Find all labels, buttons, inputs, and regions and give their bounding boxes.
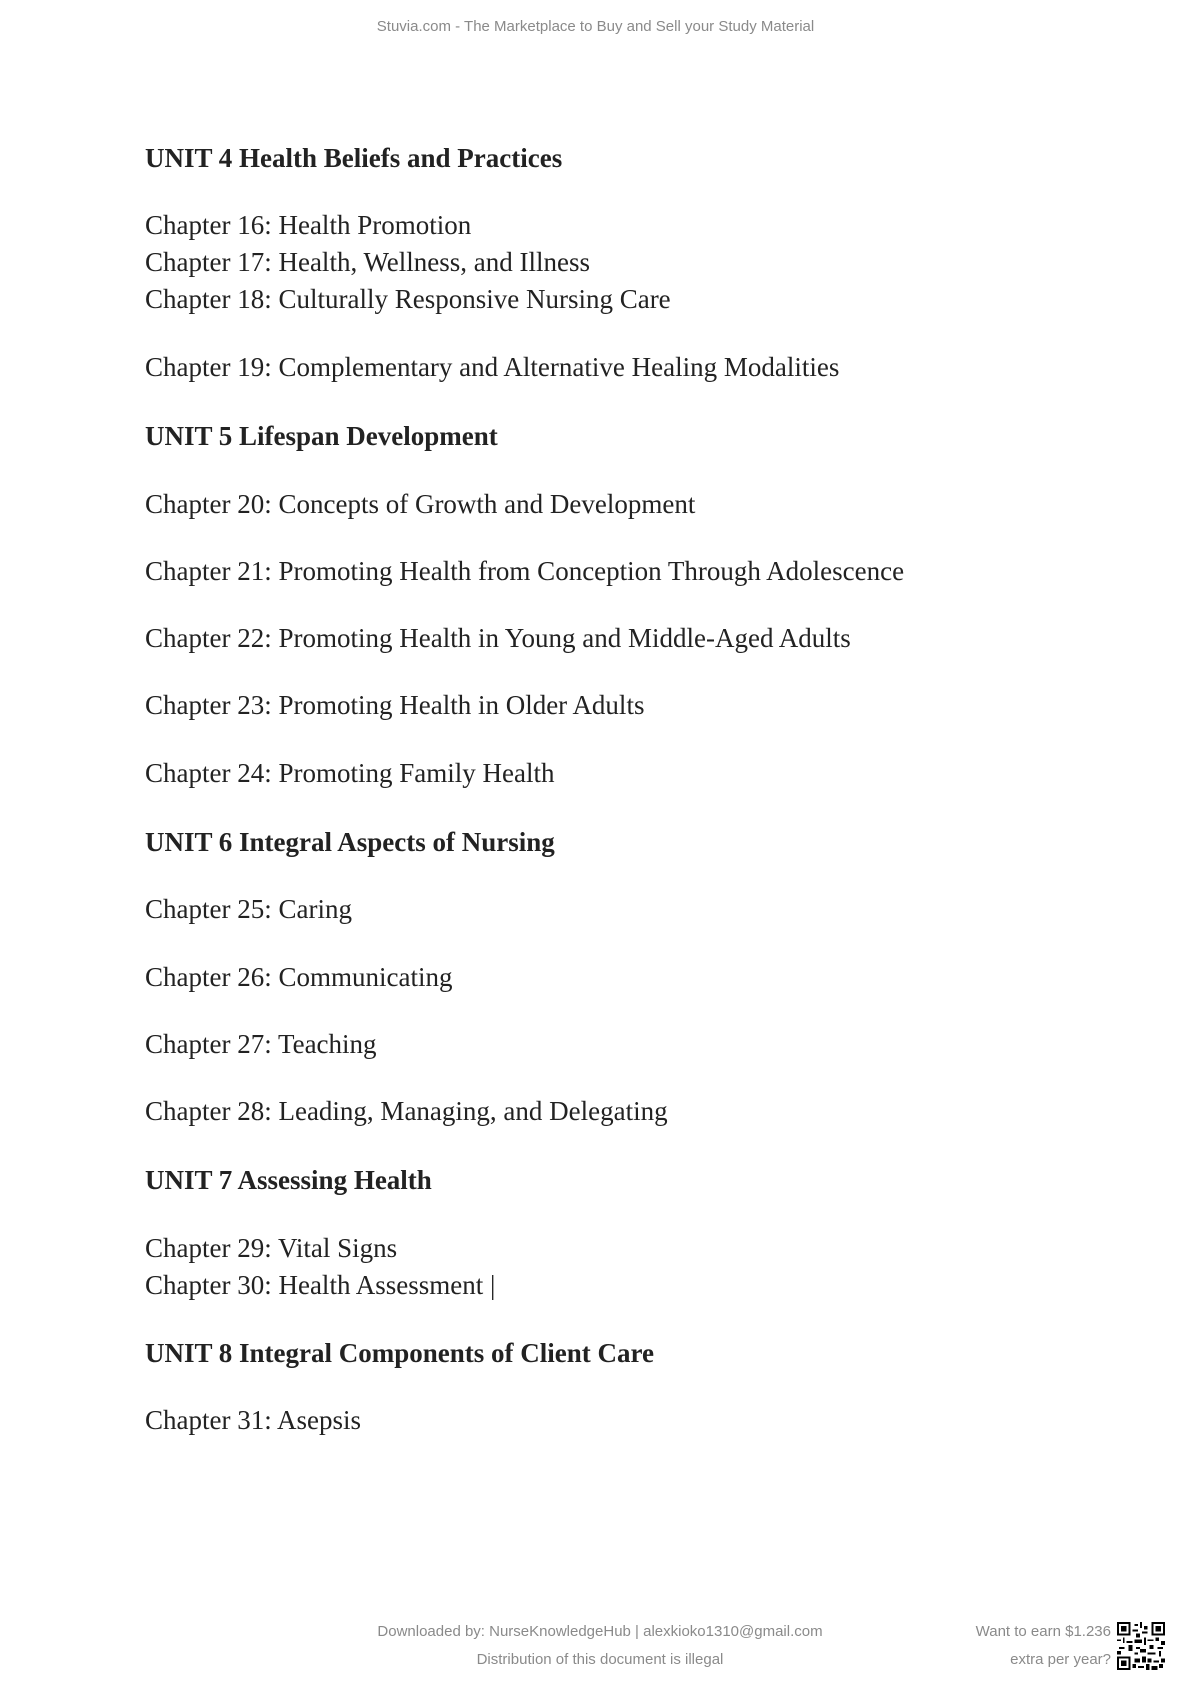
- chapter-16: Chapter 16: Health Promotion: [145, 210, 472, 240]
- chapter-24: Chapter 24: Promoting Family Health: [145, 758, 555, 788]
- chapter-30: Chapter 30: Health Assessment |: [145, 1270, 496, 1300]
- page-header: Stuvia.com - The Marketplace to Buy and Sell your Study Material: [376, 18, 815, 35]
- chapter-31: Chapter 31: Asepsis: [145, 1405, 361, 1435]
- unit-7-title: UNIT 7 Assessing Health: [145, 1165, 432, 1195]
- unit-8-title: UNIT 8 Integral Components of Client Care: [145, 1338, 654, 1368]
- chapter-17: Chapter 17: Health, Wellness, and Illness: [145, 247, 590, 277]
- chapter-28: Chapter 28: Leading, Managing, and Delegating: [145, 1096, 668, 1126]
- distribution-notice: Distribution of this document is illegal: [476, 1651, 724, 1668]
- downloaded-by-text: Downloaded by: NurseKnowledgeHub | alexkioko1310@gmail.com: [377, 1623, 823, 1640]
- chapter-26: Chapter 26: Communicating: [145, 962, 453, 992]
- chapter-29: Chapter 29: Vital Signs: [145, 1233, 398, 1263]
- chapter-25: Chapter 25: Caring: [145, 894, 352, 924]
- chapter-19: Chapter 19: Complementary and Alternative Healing Modalities: [145, 352, 840, 382]
- earn-promo-line1[interactable]: Want to earn $1.236: [975, 1623, 1111, 1640]
- earn-promo-line2[interactable]: extra per year?: [1010, 1651, 1111, 1668]
- chapter-20: Chapter 20: Concepts of Growth and Development: [145, 489, 696, 519]
- unit-5-title: UNIT 5 Lifespan Development: [145, 421, 498, 451]
- chapter-21: Chapter 21: Promoting Health from Conception Through Adolescence: [145, 556, 905, 586]
- unit-6-title: UNIT 6 Integral Aspects of Nursing: [145, 827, 555, 857]
- qr-code-icon[interactable]: [1117, 1622, 1165, 1670]
- chapter-27: Chapter 27: Teaching: [145, 1029, 377, 1059]
- unit-4-title: UNIT 4 Health Beliefs and Practices: [145, 143, 563, 173]
- chapter-22: Chapter 22: Promoting Health in Young and Middle-Aged Adults: [145, 623, 851, 653]
- chapter-18: Chapter 18: Culturally Responsive Nursing Care: [145, 284, 671, 314]
- chapter-23: Chapter 23: Promoting Health in Older Adults: [145, 690, 645, 720]
